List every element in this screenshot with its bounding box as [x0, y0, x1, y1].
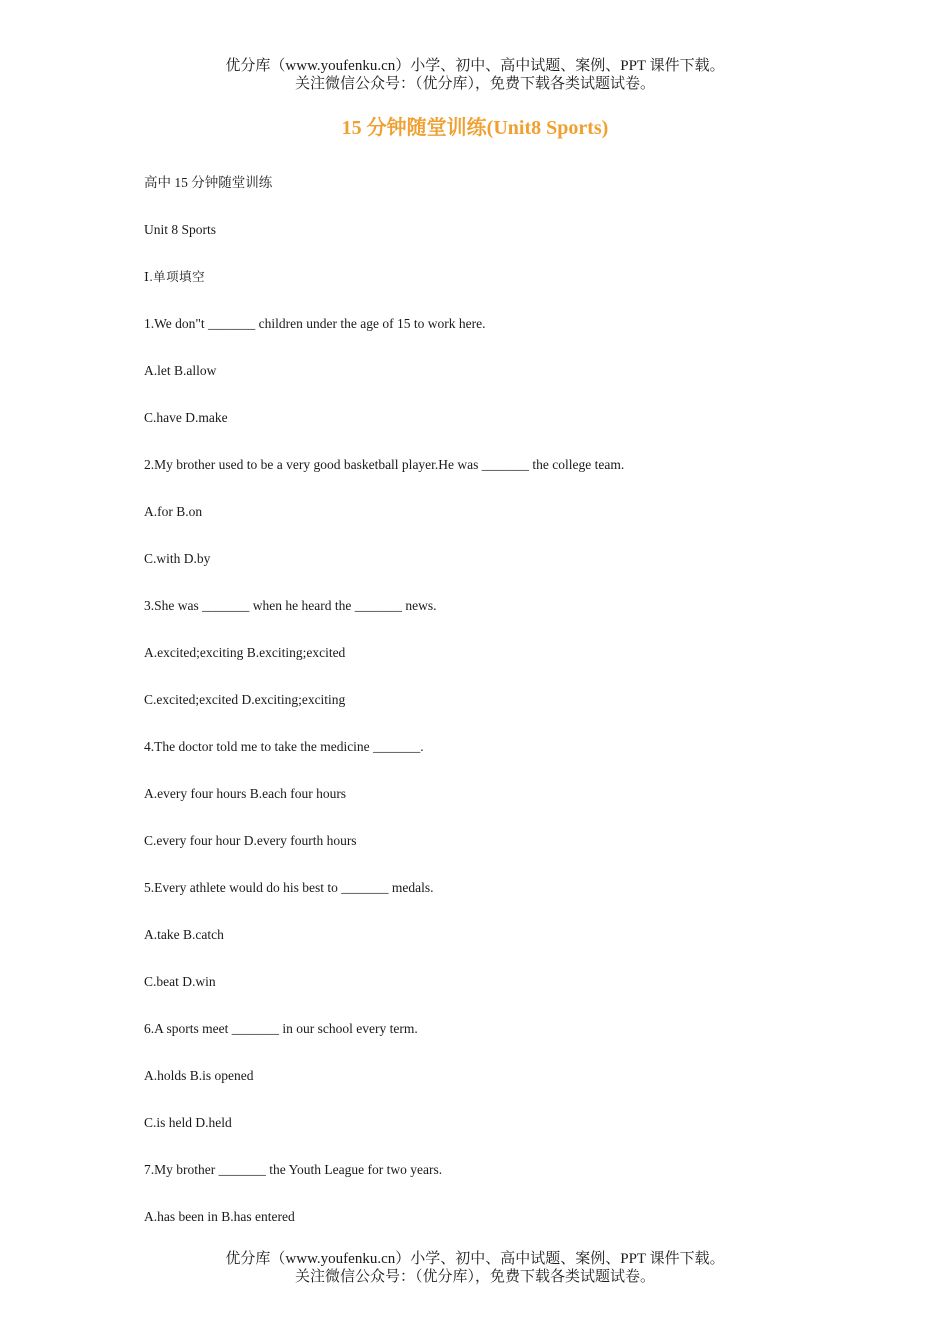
question-options-cd: C.excited;excited D.exciting;exciting: [144, 692, 346, 707]
unit-heading: Unit 8 Sports: [144, 222, 217, 237]
document-title: 15 分钟随堂训练(Unit8 Sports): [341, 117, 609, 139]
question-stem: 7.My brother _______ the Youth League for two years.: [144, 1162, 443, 1177]
header-line-1: 优分库（www.youfenku.cn）小学、初中、高中试题、案例、PPT 课件下载。: [225, 58, 725, 74]
question-options-cd: C.every four hour D.every fourth hours: [144, 833, 357, 848]
question-stem: 1.We don"t _______ children under the age of 15 to work here.: [144, 316, 486, 331]
question-options-ab: A.holds B.is opened: [144, 1068, 254, 1083]
question-options-cd: C.with D.by: [144, 551, 211, 566]
footer-line-2: 关注微信公众号：（优分库），免费下载各类试题试卷。: [294, 1269, 655, 1285]
question-options-ab: A.for B.on: [144, 504, 203, 519]
question-options-cd: C.have D.make: [144, 410, 228, 425]
question-stem: 5.Every athlete would do his best to _______ medals.: [144, 880, 434, 895]
question-options-ab: A.let B.allow: [144, 363, 217, 378]
question-options-cd: C.beat D.win: [144, 974, 216, 989]
page-header: [0, 57, 950, 93]
question-options-ab: A.excited;exciting B.exciting;excited: [144, 645, 346, 660]
question-options-ab: A.has been in B.has entered: [144, 1209, 295, 1224]
question-stem: 4.The doctor told me to take the medicine _______.: [144, 739, 424, 754]
section-heading: Ⅰ.单项填空: [144, 270, 206, 284]
header-line-2: 关注微信公众号：（优分库），免费下载各类试题试卷。: [294, 76, 655, 92]
page-footer: [0, 1250, 950, 1286]
footer-line-1: 优分库（www.youfenku.cn）小学、初中、高中试题、案例、PPT 课件下载。: [225, 1251, 725, 1267]
question-options-ab: A.take B.catch: [144, 927, 224, 942]
question-stem: 2.My brother used to be a very good basketball player.He was _______ the college team.: [144, 457, 625, 472]
question-stem: 3.She was _______ when he heard the _______ news.: [144, 598, 437, 613]
question-options-ab: A.every four hours B.each four hours: [144, 786, 347, 801]
question-options-cd: C.is held D.held: [144, 1115, 232, 1130]
question-stem: 6.A sports meet _______ in our school every term.: [144, 1021, 418, 1036]
subtitle: 高中 15 分钟随堂训练: [144, 175, 273, 190]
